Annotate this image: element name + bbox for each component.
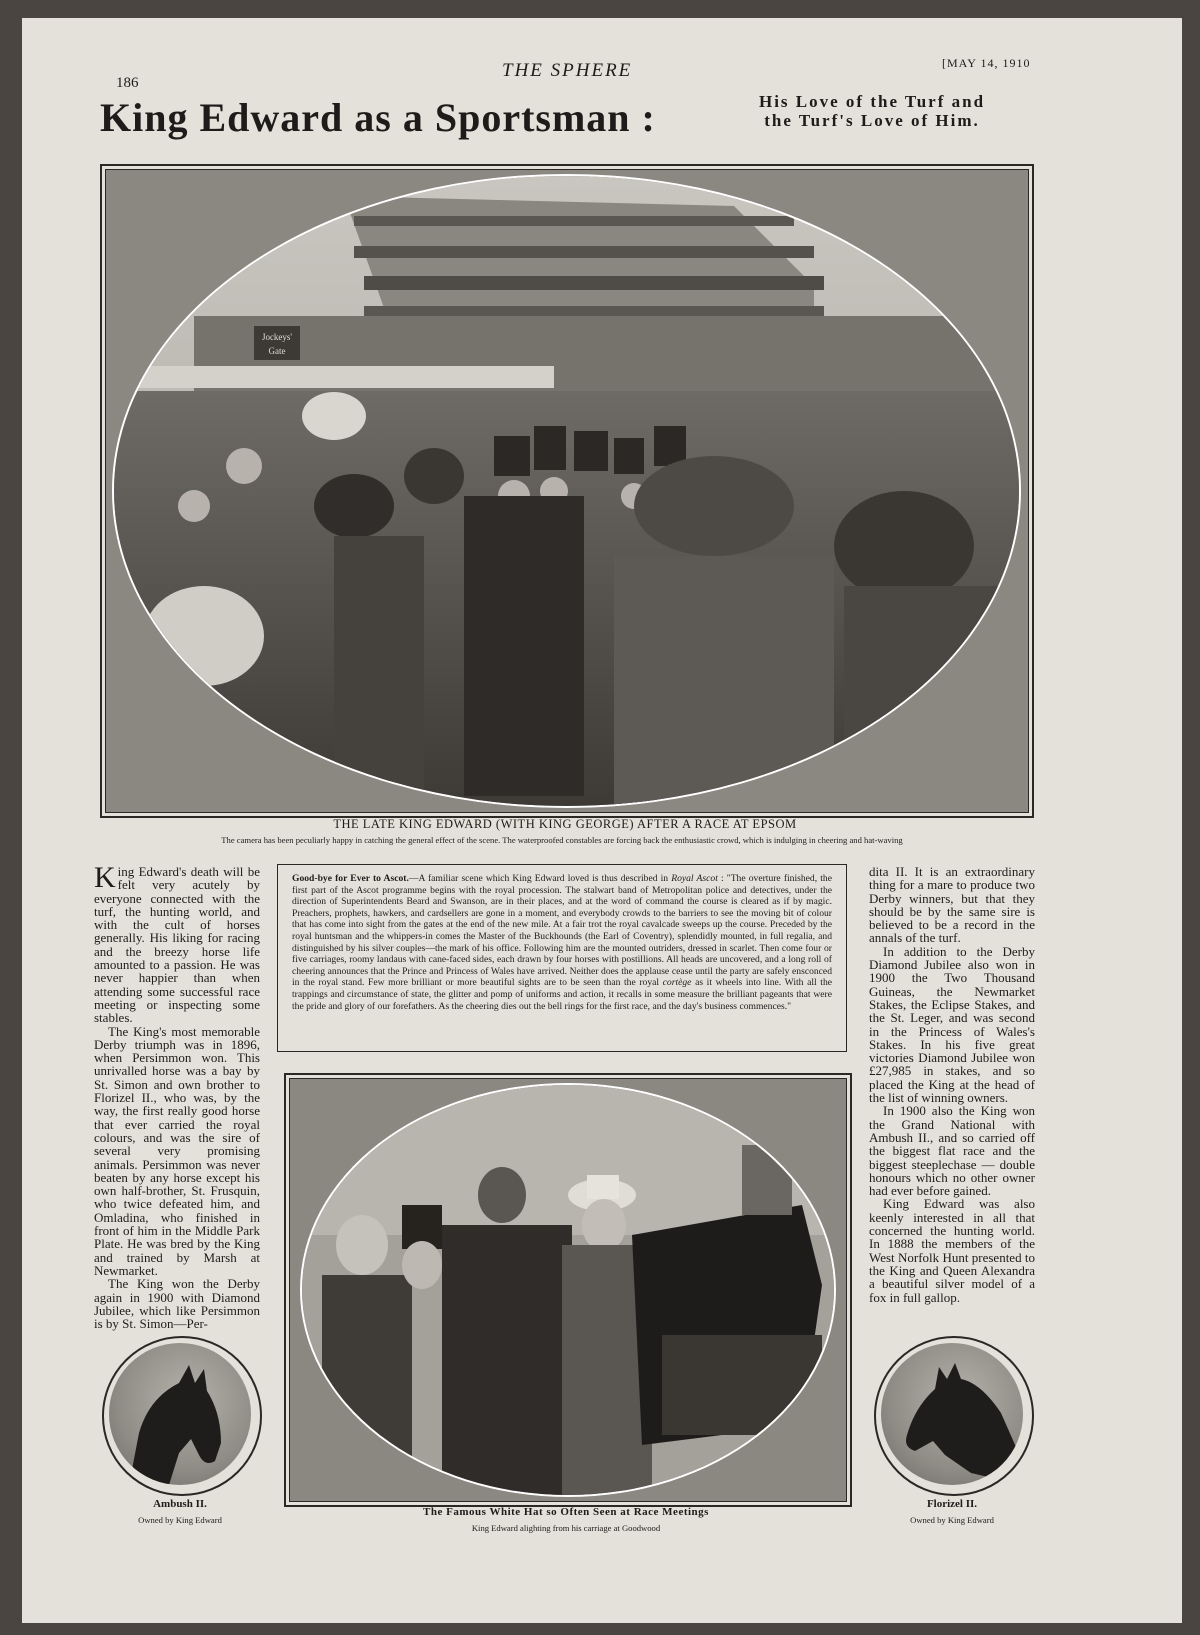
right-paragraph-2: In addition to the Derby Diamond Jubilee also won in 1900 the Two Thousand Guineas, the Newmarket Stakes, the Eclipse Stakes, and the St. Leger, and was second in the Princess of Wales's Stakes. In his five great victories Diamond Jubilee won £27,985 in stakes, and so placed the King at the head of the list of winning owners. (869, 943, 1035, 1106)
ascot-box-quote-part-a: "The overture finished, the first part of the Ascot programme begins with the royal procession. The stalwart band of Metropolitan police and detectives, under the direction of Superintendents Beard and Swanson, are in their places, and at the word of command the course is cleared as if by magic. Preachers, prophets, hawkers, and cardsellers are gone in a moment, and everybody crowds to the barriers to see the moving bit of colour that has come into sight from the gates at the end of the new mile. At a fair trot the royal cavalcade sweeps up the course. Preceded by the royal huntsman and the whippers-in comes the Master of the Buckhounds (the Earl of Coventry), splendidly mounted, in full regalia, and distinguished by his silver couples—the mark of his office. Following him are the mounted outriders, dressed in scarlet. Then come four or five carriages, roomy landaus with cane-faced sides, each drawn by four horses with postillions. All heads are uncovered, and a long roll of cheering announces that the Prince and Princess of Wales have arrived. Neither does the applause cease until the party are safely ensconced in the royal stand. Few more brilliant or more beautiful sights are to be seen than the royal (292, 873, 832, 989)
drop-cap: K (94, 865, 116, 894)
horse-head-icon (881, 1343, 1023, 1485)
florizel-portrait (881, 1343, 1023, 1485)
ambush-owner: Owned by King Edward (138, 1515, 222, 1525)
ambush-medallion (102, 1336, 262, 1496)
top-photo-frame (100, 164, 1034, 818)
headline-sub-line2: the Turf's Love of Him. (764, 111, 980, 130)
publication-name: THE SPHERE (502, 60, 633, 81)
left-paragraph-1: ing Edward's death will be felt very acutely by everyone connected with the turf, the hunting world, and with the cult of horses generally. His liking for racing and the breezy horse life amounted to a passion. He was never happier than when attending some successful race meeting or inspecting some stables. (94, 865, 260, 1026)
florizel-owner: Owned by King Edward (910, 1515, 994, 1525)
right-article-column (869, 865, 1035, 1335)
bottom-photo-caption: King Edward alighting from his carriage at Goodwood (471, 1523, 661, 1533)
right-paragraph-1: dita II. It is an extraordinary thing for a mare to produce two Derby winners, but that they should be by the same sire is believed to be a record in the annals of the turf. (869, 865, 1035, 946)
bottom-photo-oval (300, 1083, 836, 1497)
jockeys-gate-sign-line2: Gate (268, 346, 286, 356)
bottom-photo-title: The Famous White Hat so Often Seen at Race Meetings (423, 1506, 709, 1518)
ascot-quote-box (277, 864, 847, 1052)
horse-head-icon (109, 1343, 251, 1485)
ambush-name: Ambush II. (153, 1498, 207, 1510)
ascot-box-book-title: Royal Ascot (671, 873, 718, 884)
left-paragraph-2: The King's most memorable Derby triumph was in 1896, when Persimmon won. This unrivalled horse was a bay by St. Simon and own brother to Florizel II., who was, by the way, the first really good horse that ever carried the royal colours, and was the sire of several very promising animals. Persimmon was never beaten by any horse except his own half-brother, St. Frusquin, who twice defeated him, and Omladina, who finished in front of him in the Middle Park Plate. He was bred by the King and trained by Marsh at Newmarket. (94, 1023, 260, 1278)
page-number: 186 (116, 75, 139, 91)
ascot-box-quote-part-b: as it wheels into line. With all the trappings and circumstance of state, the glitter and pomp of uniforms and action, it recalls in some measure the brilliant pageants that were the pride and glory of our forefathers. As the cheering dies out the bell rings for the first race, and the day's business commences." (292, 977, 832, 1012)
headline-sub (712, 92, 1032, 130)
headline-main: King Edward as a Sportsman : (100, 95, 656, 140)
ascot-box-intro: —A familiar scene which King Edward loved is thus described in (408, 873, 672, 884)
bottom-photo-frame (284, 1073, 852, 1507)
magazine-page (22, 18, 1182, 1623)
ascot-box-colon: : (717, 873, 724, 884)
florizel-medallion (874, 1336, 1034, 1496)
top-photo-title: THE LATE KING EDWARD (WITH KING GEORGE) AFTER A RACE AT EPSOM (333, 817, 797, 831)
florizel-name: Florizel II. (926, 1498, 978, 1510)
right-paragraph-4: King Edward was also keenly interested in all that concerned the hunting world. In 1888 the members of the West Norfolk Hunt presented to the King and Queen Alexandra a beautiful silver model of a fox in full gallop. (869, 1196, 1035, 1305)
ascot-box-heading: Good-bye for Ever to Ascot. (292, 873, 409, 884)
left-article-column (94, 865, 260, 1370)
epsom-crowd-photo (114, 176, 1019, 806)
headline-sub-line1: His Love of the Turf and (758, 92, 986, 111)
ascot-box-cortege: cortège (662, 977, 692, 989)
jockeys-gate-sign-line1: Jockeys' (261, 332, 293, 342)
carriage-photo (302, 1085, 834, 1495)
right-paragraph-3: In 1900 also the King won the Grand National with Ambush II., and so carried off the biggest flat race and the biggest steeplechase — double honours which no other owner had ever before gained. (869, 1103, 1035, 1199)
top-photo-oval (112, 174, 1021, 808)
issue-date: [MAY 14, 1910 (942, 56, 1031, 70)
left-paragraph-3: The King won the Derby again in 1900 with Diamond Jubilee, which like Persimmon is by St. Simon—Per- (94, 1276, 260, 1332)
ambush-portrait (109, 1343, 251, 1485)
top-photo-caption: The camera has been peculiarly happy in catching the general effect of the scene. The waterproofed constables are forcing back the enthusiastic crowd, which is indulging in cheering and hat-waving (221, 835, 903, 845)
